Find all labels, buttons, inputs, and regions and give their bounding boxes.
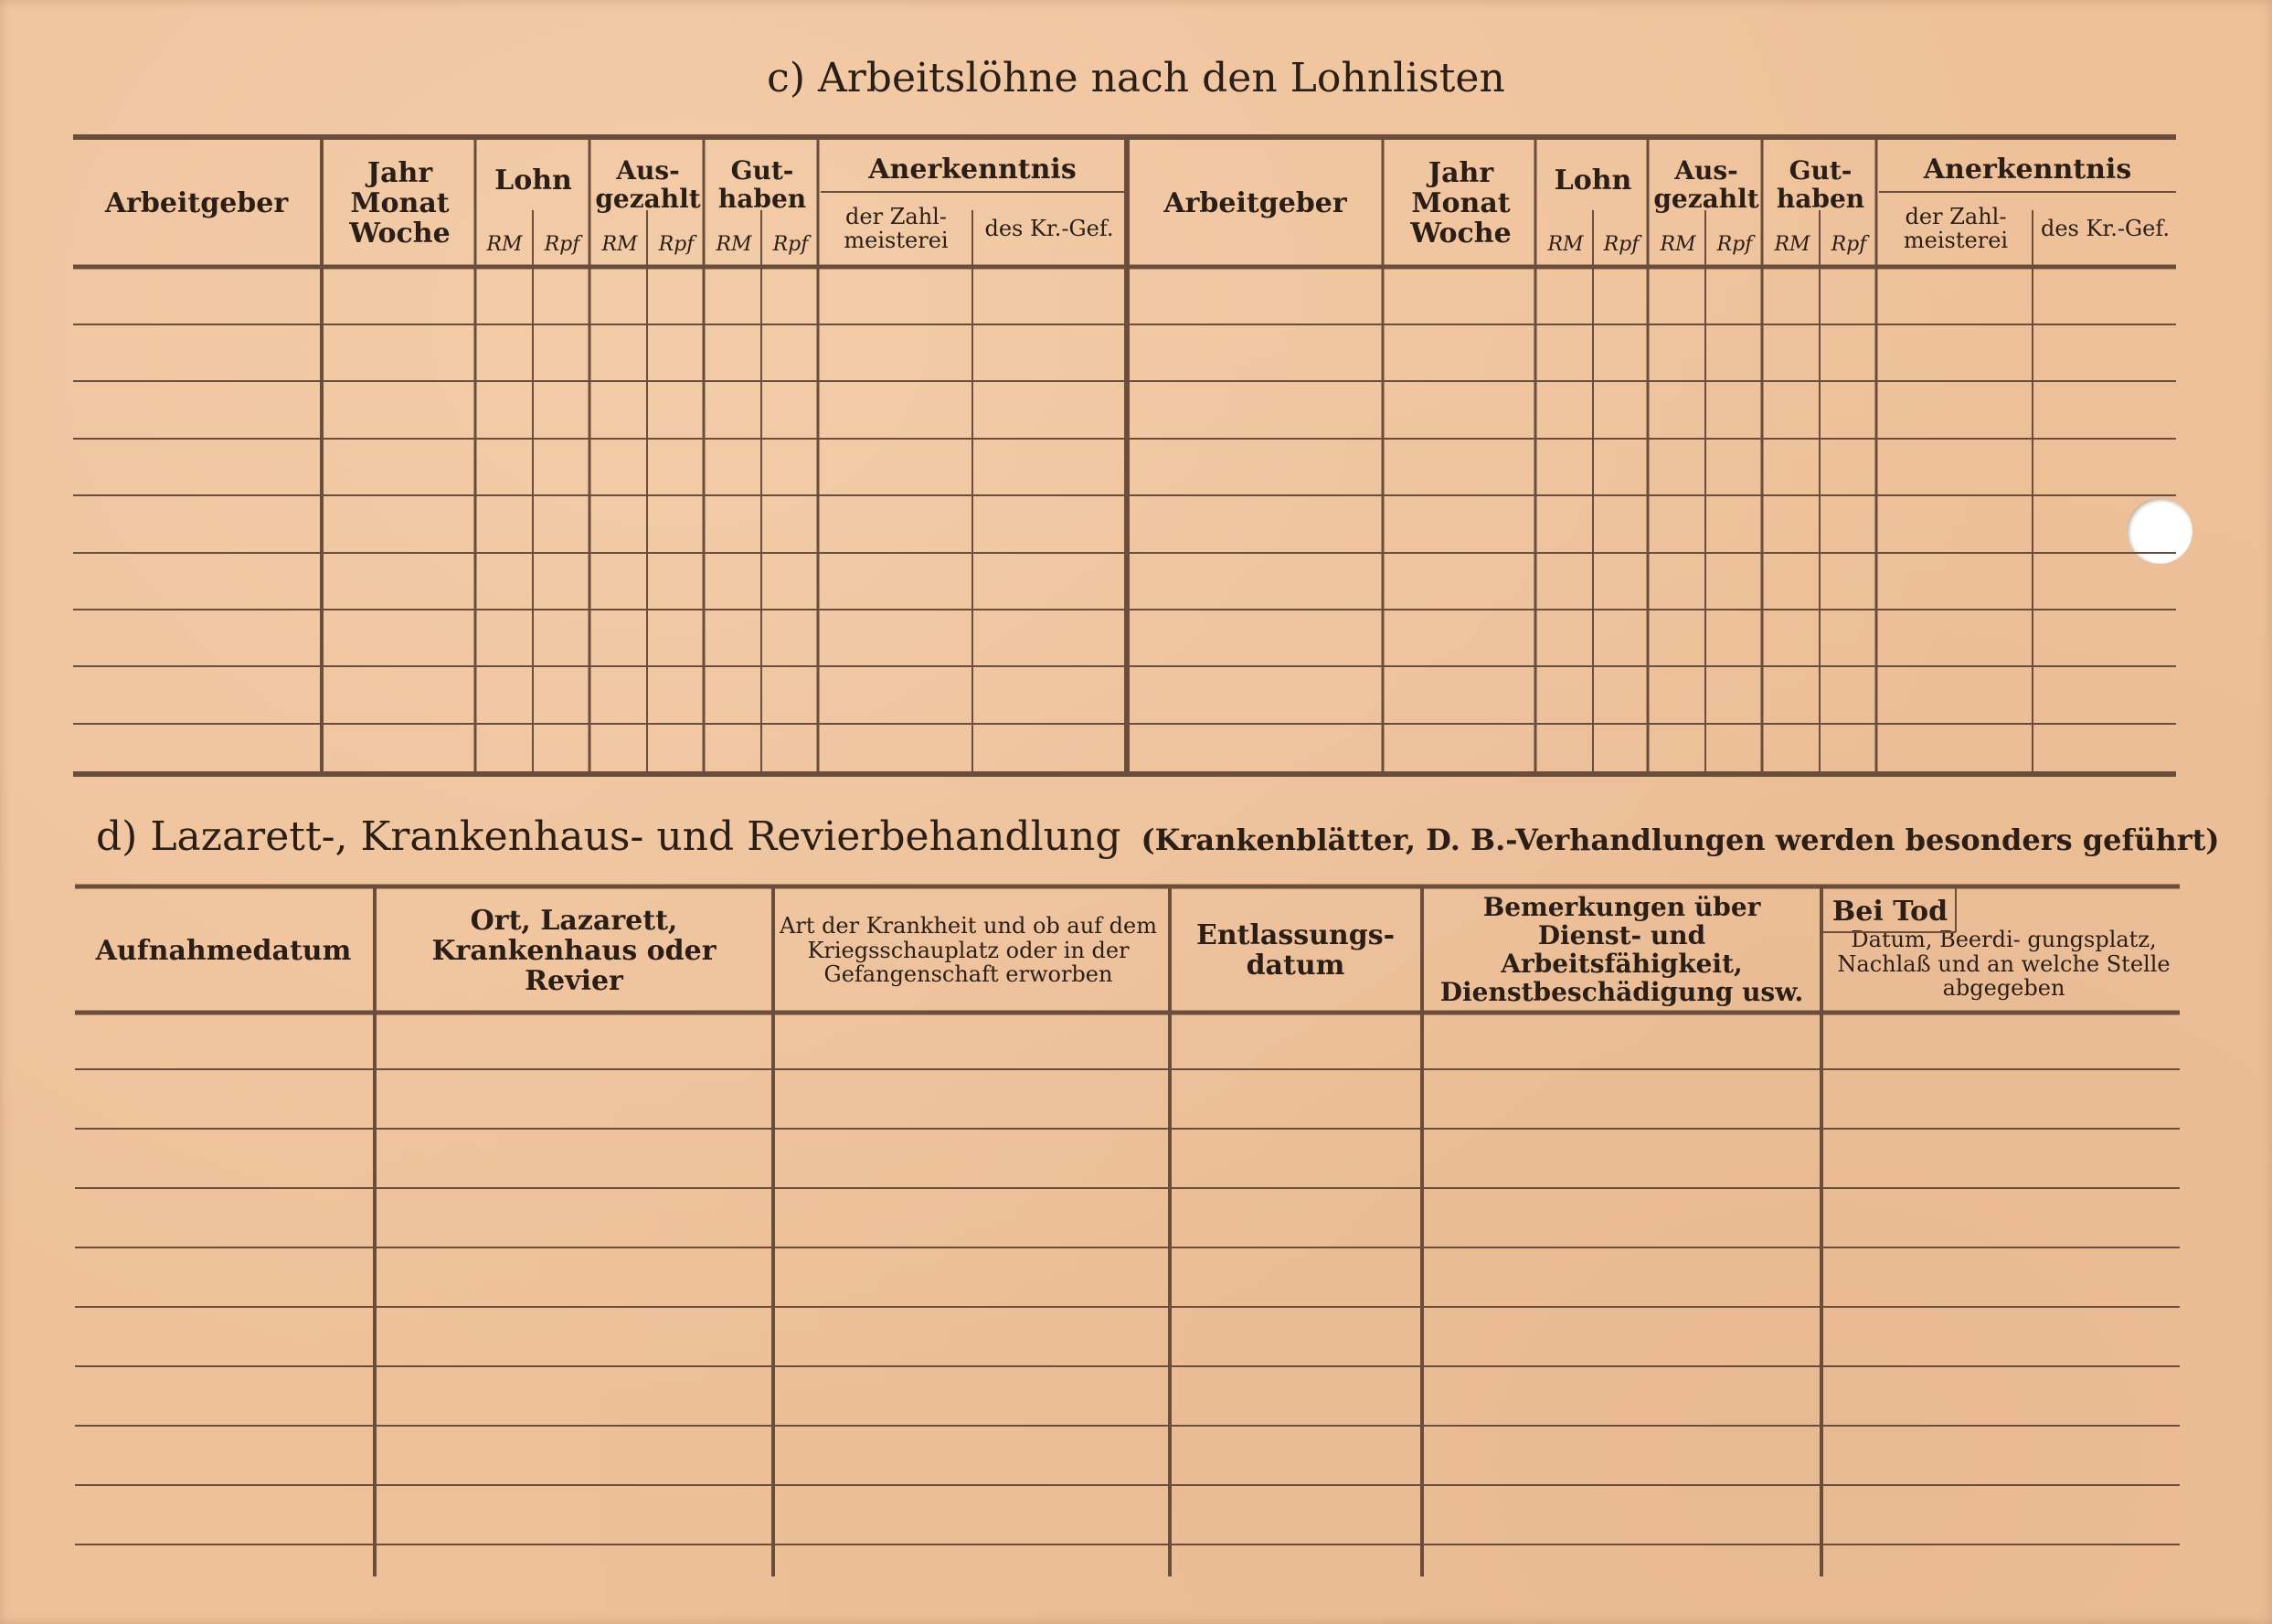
unit-rpf: Rpf	[1603, 232, 1640, 256]
unit-rm: RM	[1774, 232, 1810, 256]
section-d-title: d) Lazarett-, Krankenhaus- und Revierbehandlung	[96, 813, 1121, 860]
unit-rm: RM	[601, 232, 638, 256]
header-der-zahlmeisterei-right: der Zahl- meisterei	[1903, 203, 2009, 253]
header-lohn-left: Lohn	[494, 164, 572, 196]
unit-rm: RM	[1660, 232, 1696, 256]
header-ausgezahlt-left: Aus- gezahlt	[595, 155, 701, 214]
unit-rm: RM	[486, 232, 523, 256]
unit-rm: RM	[1547, 232, 1584, 256]
header-jahr-monat-woche-left: Jahr Monat Woche	[349, 157, 451, 249]
header-arbeitgeber-left: Arbeitgeber	[104, 187, 289, 219]
header-der-zahlmeisterei-left: der Zahl- meisterei	[844, 203, 949, 253]
unit-rpf: Rpf	[772, 232, 809, 256]
unit-rpf: Rpf	[1716, 232, 1753, 256]
header-ort: Ort, Lazarett, Krankenhaus oder Revier	[431, 904, 717, 997]
header-bei-tod: Bei Tod	[1831, 895, 1948, 928]
header-jahr-monat-woche-right: Jahr Monat Woche	[1410, 157, 1512, 249]
header-anerkenntnis-right: Anerkenntnis	[1923, 153, 2132, 186]
header-ausgezahlt-right: Aus- gezahlt	[1653, 155, 1759, 214]
header-guthaben-left: Gut- haben	[717, 155, 807, 214]
header-datum-beerdigung: Datum, Beerdi- gungsplatz, Nachlaß und an welche Stelle abgegeben	[1837, 927, 2171, 1002]
unit-rm: RM	[716, 232, 752, 256]
header-aufnahmedatum: Aufnahmedatum	[95, 934, 352, 967]
header-art-der-krankheit: Art der Krankheit und ob auf dem Kriegsschauplatz oder in der Gefangenschaft erworben	[779, 913, 1157, 988]
unit-rpf: Rpf	[544, 232, 580, 256]
header-lohn-right: Lohn	[1554, 164, 1632, 196]
unit-rpf: Rpf	[658, 232, 695, 256]
header-anerkenntnis-left: Anerkenntnis	[868, 153, 1077, 186]
section-d-note: (Krankenblätter, D. B.-Verhandlungen werden besonders geführt)	[1141, 823, 2220, 857]
header-arbeitgeber-right: Arbeitgeber	[1163, 187, 1347, 219]
header-entlassungsdatum: Entlassungs- datum	[1195, 919, 1396, 982]
header-bemerkungen: Bemerkungen über Dienst- und Arbeitsfähigkeit, Dienstbeschädigung usw.	[1439, 892, 1804, 1007]
section-c-title: c) Arbeitslöhne nach den Lohnlisten	[767, 55, 1505, 101]
header-des-kr-gef-right: des Kr.-Gef.	[2040, 215, 2171, 241]
header-guthaben-right: Gut- haben	[1776, 155, 1865, 214]
header-des-kr-gef-left: des Kr.-Gef.	[984, 215, 1114, 241]
unit-rpf: Rpf	[1831, 232, 1867, 256]
